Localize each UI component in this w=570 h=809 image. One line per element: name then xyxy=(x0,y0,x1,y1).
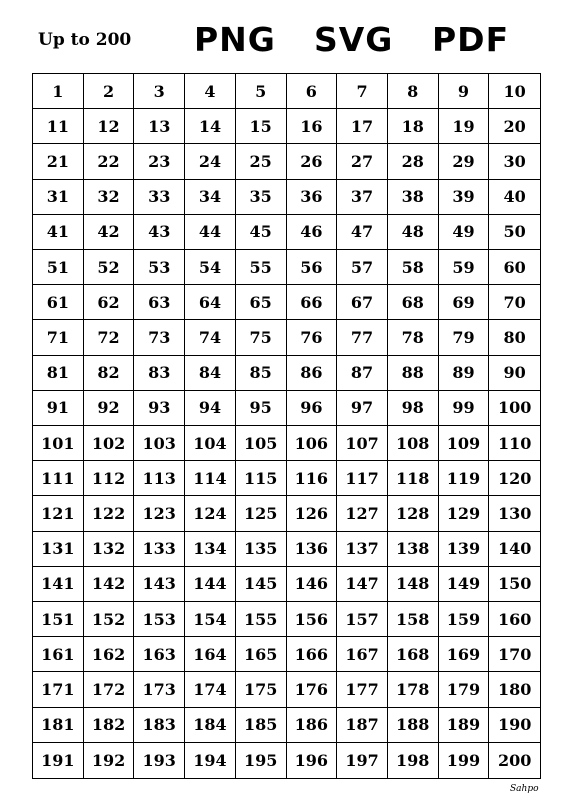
grid-cell: 140 xyxy=(489,532,540,567)
grid-cell: 153 xyxy=(134,602,185,637)
grid-cell: 22 xyxy=(84,144,135,179)
grid-cell: 27 xyxy=(337,144,388,179)
signature-mark: Sahpo xyxy=(510,784,539,794)
grid-cell: 77 xyxy=(337,320,388,355)
grid-cell: 45 xyxy=(236,215,287,250)
page-subtitle: Up to 200 xyxy=(38,30,132,50)
grid-cell: 189 xyxy=(439,708,490,743)
grid-cell: 78 xyxy=(388,320,439,355)
grid-cell: 180 xyxy=(489,672,540,707)
grid-cell: 164 xyxy=(185,637,236,672)
grid-cell: 43 xyxy=(134,215,185,250)
grid-cell: 195 xyxy=(236,743,287,778)
grid-cell: 125 xyxy=(236,496,287,531)
grid-cell: 179 xyxy=(439,672,490,707)
grid-cell: 181 xyxy=(33,708,84,743)
header xyxy=(0,0,570,70)
grid-cell: 52 xyxy=(84,250,135,285)
grid-cell: 40 xyxy=(489,180,540,215)
grid-cell: 113 xyxy=(134,461,185,496)
grid-cell: 198 xyxy=(388,743,439,778)
grid-cell: 154 xyxy=(185,602,236,637)
grid-cell: 67 xyxy=(337,285,388,320)
grid-cell: 196 xyxy=(287,743,338,778)
grid-cell: 62 xyxy=(84,285,135,320)
grid-cell: 2 xyxy=(84,74,135,109)
grid-cell: 31 xyxy=(33,180,84,215)
grid-cell: 156 xyxy=(287,602,338,637)
grid-cell: 111 xyxy=(33,461,84,496)
grid-cell: 107 xyxy=(337,426,388,461)
grid-cell: 18 xyxy=(388,109,439,144)
format-label-pdf: PDF xyxy=(432,20,510,59)
grid-cell: 103 xyxy=(134,426,185,461)
grid-cell: 12 xyxy=(84,109,135,144)
grid-cell: 86 xyxy=(287,356,338,391)
grid-cell: 85 xyxy=(236,356,287,391)
grid-cell: 97 xyxy=(337,391,388,426)
grid-cell: 120 xyxy=(489,461,540,496)
grid-cell: 175 xyxy=(236,672,287,707)
grid-cell: 64 xyxy=(185,285,236,320)
grid-cell: 21 xyxy=(33,144,84,179)
grid-cell: 47 xyxy=(337,215,388,250)
grid-cell: 79 xyxy=(439,320,490,355)
grid-cell: 145 xyxy=(236,567,287,602)
grid-cell: 127 xyxy=(337,496,388,531)
grid-cell: 15 xyxy=(236,109,287,144)
grid-cell: 118 xyxy=(388,461,439,496)
grid-cell: 54 xyxy=(185,250,236,285)
grid-cell: 170 xyxy=(489,637,540,672)
grid-cell: 19 xyxy=(439,109,490,144)
grid-cell: 135 xyxy=(236,532,287,567)
grid-cell: 8 xyxy=(388,74,439,109)
grid-cell: 129 xyxy=(439,496,490,531)
grid-cell: 7 xyxy=(337,74,388,109)
grid-cell: 122 xyxy=(84,496,135,531)
grid-cell: 60 xyxy=(489,250,540,285)
grid-cell: 171 xyxy=(33,672,84,707)
grid-cell: 68 xyxy=(388,285,439,320)
grid-cell: 50 xyxy=(489,215,540,250)
grid-cell: 185 xyxy=(236,708,287,743)
grid-cell: 29 xyxy=(439,144,490,179)
grid-cell: 110 xyxy=(489,426,540,461)
grid-cell: 166 xyxy=(287,637,338,672)
grid-cell: 188 xyxy=(388,708,439,743)
format-label-png: PNG xyxy=(194,20,276,59)
grid-cell: 9 xyxy=(439,74,490,109)
grid-cell: 84 xyxy=(185,356,236,391)
grid-cell: 87 xyxy=(337,356,388,391)
grid-cell: 1 xyxy=(33,74,84,109)
grid-cell: 116 xyxy=(287,461,338,496)
grid-cell: 51 xyxy=(33,250,84,285)
grid-cell: 57 xyxy=(337,250,388,285)
grid-cell: 155 xyxy=(236,602,287,637)
grid-cell: 159 xyxy=(439,602,490,637)
grid-cell: 92 xyxy=(84,391,135,426)
grid-cell: 191 xyxy=(33,743,84,778)
grid-cell: 35 xyxy=(236,180,287,215)
grid-cell: 137 xyxy=(337,532,388,567)
grid-cell: 161 xyxy=(33,637,84,672)
grid-cell: 93 xyxy=(134,391,185,426)
grid-cell: 14 xyxy=(185,109,236,144)
grid-cell: 75 xyxy=(236,320,287,355)
grid-cell: 13 xyxy=(134,109,185,144)
grid-cell: 26 xyxy=(287,144,338,179)
grid-cell: 34 xyxy=(185,180,236,215)
grid-cell: 121 xyxy=(33,496,84,531)
grid-cell: 61 xyxy=(33,285,84,320)
grid-cell: 80 xyxy=(489,320,540,355)
format-label-svg: SVG xyxy=(314,20,394,59)
grid-cell: 59 xyxy=(439,250,490,285)
grid-cell: 174 xyxy=(185,672,236,707)
grid-cell: 49 xyxy=(439,215,490,250)
grid-cell: 151 xyxy=(33,602,84,637)
grid-cell: 106 xyxy=(287,426,338,461)
grid-cell: 136 xyxy=(287,532,338,567)
grid-cell: 178 xyxy=(388,672,439,707)
grid-cell: 197 xyxy=(337,743,388,778)
grid-cell: 187 xyxy=(337,708,388,743)
grid-cell: 126 xyxy=(287,496,338,531)
grid-cell: 101 xyxy=(33,426,84,461)
grid-cell: 55 xyxy=(236,250,287,285)
grid-cell: 98 xyxy=(388,391,439,426)
grid-cell: 160 xyxy=(489,602,540,637)
grid-cell: 150 xyxy=(489,567,540,602)
grid-cell: 183 xyxy=(134,708,185,743)
grid-cell: 141 xyxy=(33,567,84,602)
grid-cell: 108 xyxy=(388,426,439,461)
grid-cell: 147 xyxy=(337,567,388,602)
grid-cell: 148 xyxy=(388,567,439,602)
grid-cell: 104 xyxy=(185,426,236,461)
grid-cell: 142 xyxy=(84,567,135,602)
grid-cell: 199 xyxy=(439,743,490,778)
grid-cell: 89 xyxy=(439,356,490,391)
grid-cell: 90 xyxy=(489,356,540,391)
grid-cell: 32 xyxy=(84,180,135,215)
grid-cell: 134 xyxy=(185,532,236,567)
grid-cell: 83 xyxy=(134,356,185,391)
grid-cell: 109 xyxy=(439,426,490,461)
grid-cell: 48 xyxy=(388,215,439,250)
grid-cell: 167 xyxy=(337,637,388,672)
grid-cell: 66 xyxy=(287,285,338,320)
grid-cell: 42 xyxy=(84,215,135,250)
grid-cell: 17 xyxy=(337,109,388,144)
grid-cell: 149 xyxy=(439,567,490,602)
grid-cell: 168 xyxy=(388,637,439,672)
grid-cell: 114 xyxy=(185,461,236,496)
grid-cell: 24 xyxy=(185,144,236,179)
grid-cell: 53 xyxy=(134,250,185,285)
grid-cell: 194 xyxy=(185,743,236,778)
grid-cell: 33 xyxy=(134,180,185,215)
grid-cell: 115 xyxy=(236,461,287,496)
grid-cell: 99 xyxy=(439,391,490,426)
grid-cell: 73 xyxy=(134,320,185,355)
grid-cell: 184 xyxy=(185,708,236,743)
grid-cell: 10 xyxy=(489,74,540,109)
grid-cell: 146 xyxy=(287,567,338,602)
grid-cell: 158 xyxy=(388,602,439,637)
grid-cell: 82 xyxy=(84,356,135,391)
grid-cell: 123 xyxy=(134,496,185,531)
grid-cell: 124 xyxy=(185,496,236,531)
grid-cell: 28 xyxy=(388,144,439,179)
grid-cell: 95 xyxy=(236,391,287,426)
grid-cell: 74 xyxy=(185,320,236,355)
grid-cell: 56 xyxy=(287,250,338,285)
grid-cell: 152 xyxy=(84,602,135,637)
grid-cell: 173 xyxy=(134,672,185,707)
grid-cell: 132 xyxy=(84,532,135,567)
grid-cell: 38 xyxy=(388,180,439,215)
grid-cell: 128 xyxy=(388,496,439,531)
grid-cell: 11 xyxy=(33,109,84,144)
grid-cell: 69 xyxy=(439,285,490,320)
grid-cell: 200 xyxy=(497,750,532,770)
grid-cell: 70 xyxy=(489,285,540,320)
grid-cell: 37 xyxy=(337,180,388,215)
grid-cell: 65 xyxy=(236,285,287,320)
grid-cell: 133 xyxy=(134,532,185,567)
grid-cell: 100 xyxy=(489,391,540,426)
grid-cell: 5 xyxy=(236,74,287,109)
grid-cell: 76 xyxy=(287,320,338,355)
grid-cell: 96 xyxy=(287,391,338,426)
grid-cell: 94 xyxy=(185,391,236,426)
grid-cell: 139 xyxy=(439,532,490,567)
grid-cell: 190 xyxy=(489,708,540,743)
grid-cell: 71 xyxy=(33,320,84,355)
grid-cell: 192 xyxy=(84,743,135,778)
grid-cell: 130 xyxy=(489,496,540,531)
grid-cell: 186 xyxy=(287,708,338,743)
grid-cell: 177 xyxy=(337,672,388,707)
grid-cell: 131 xyxy=(33,532,84,567)
grid-cell: 25 xyxy=(236,144,287,179)
grid-cell: 165 xyxy=(236,637,287,672)
grid-cell: 117 xyxy=(337,461,388,496)
grid-cell: 105 xyxy=(236,426,287,461)
grid-cell: 162 xyxy=(84,637,135,672)
grid-cell: 102 xyxy=(84,426,135,461)
grid-cell: 182 xyxy=(84,708,135,743)
grid-cell: 112 xyxy=(84,461,135,496)
grid-cell: 176 xyxy=(287,672,338,707)
grid-cell: 39 xyxy=(439,180,490,215)
grid-cell: 81 xyxy=(33,356,84,391)
grid-cell: 36 xyxy=(287,180,338,215)
grid-cell: 193 xyxy=(134,743,185,778)
grid-cell: 44 xyxy=(185,215,236,250)
grid-cell: 4 xyxy=(185,74,236,109)
grid-cell: 3 xyxy=(134,74,185,109)
grid-cell: 41 xyxy=(33,215,84,250)
grid-cell: 58 xyxy=(388,250,439,285)
grid-cell: 72 xyxy=(84,320,135,355)
grid-cell: 30 xyxy=(489,144,540,179)
grid-cell: 23 xyxy=(134,144,185,179)
grid-cell: 91 xyxy=(33,391,84,426)
grid-cell: 63 xyxy=(134,285,185,320)
grid-cell: 172 xyxy=(84,672,135,707)
grid-cell: 163 xyxy=(134,637,185,672)
number-chart-grid xyxy=(32,73,541,779)
grid-cell: 143 xyxy=(134,567,185,602)
grid-cell: 157 xyxy=(337,602,388,637)
grid-cell: 6 xyxy=(287,74,338,109)
grid-cell: 16 xyxy=(287,109,338,144)
grid-cell: 20 xyxy=(489,109,540,144)
grid-cell: 46 xyxy=(287,215,338,250)
grid-cell: 88 xyxy=(388,356,439,391)
grid-cell: 144 xyxy=(185,567,236,602)
grid-cell: 119 xyxy=(439,461,490,496)
grid-cell: 138 xyxy=(388,532,439,567)
grid-cell: 169 xyxy=(439,637,490,672)
